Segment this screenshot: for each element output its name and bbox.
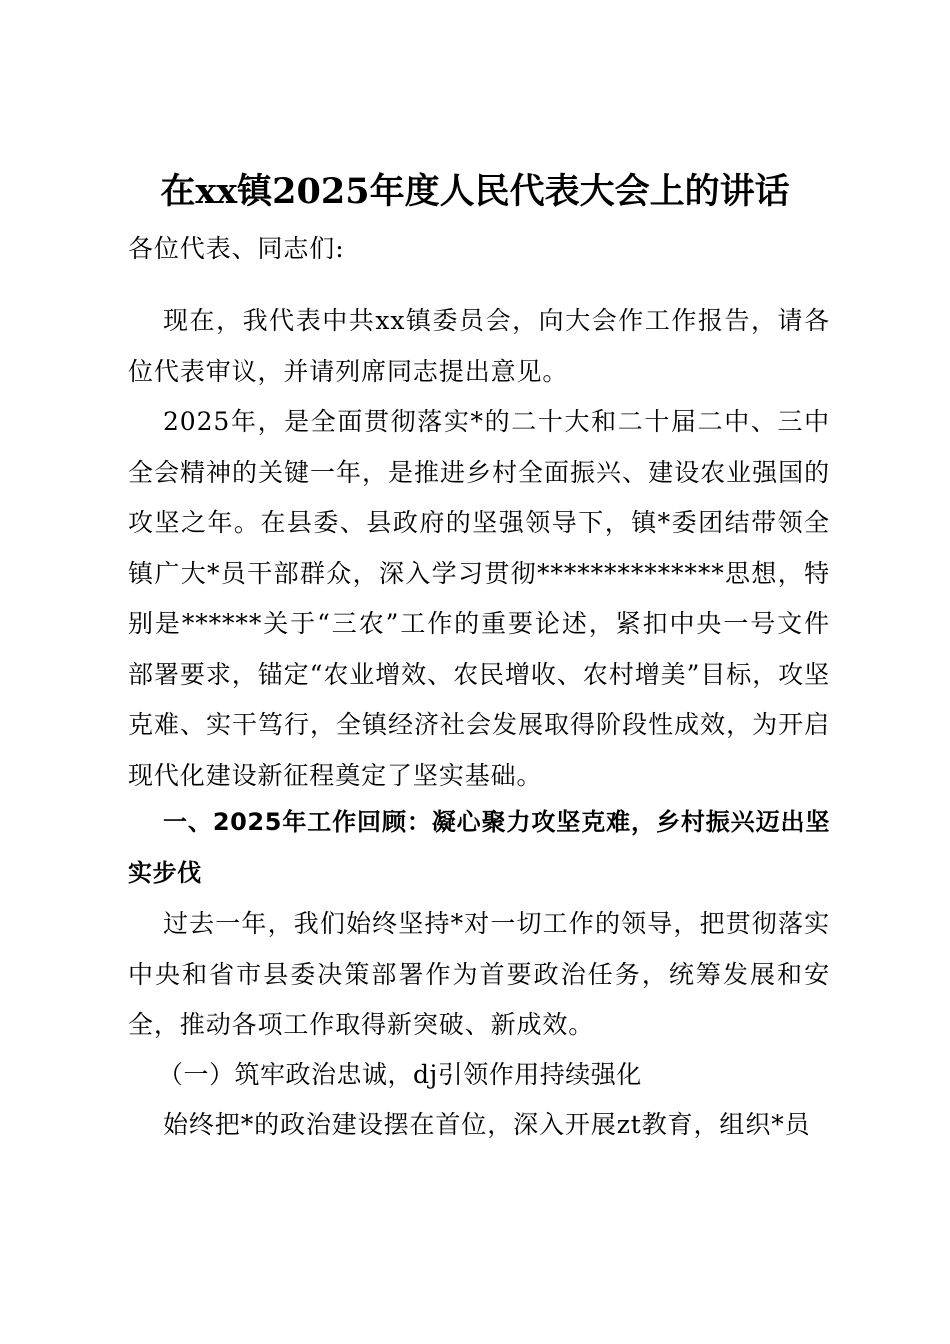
subsection-heading-1: （一）筑牢政治忠诚，dj引领作用持续强化 — [158, 1060, 642, 1089]
section-heading-1: 一、2025年工作回顾：凝心聚力攻坚克难，乡村振兴迈出坚实步伐 — [128, 808, 830, 887]
paragraph-opening: 现在，我代表中共xx镇委员会，向大会作工作报告，请各位代表审议，并请列席同志提出意见。 — [128, 306, 830, 386]
greeting: 各位代表、同志们: — [128, 234, 345, 263]
paragraph-political-building: 始终把*的政治建设摆在首位，深入开展zt教育，组织*员 — [163, 1110, 811, 1139]
document-title: 在xx镇2025年度人民代表大会上的讲话 — [160, 171, 790, 212]
paragraph-review-intro: 过去一年，我们始终坚持*对一切工作的领导，把贯彻落实中央和省市县委决策部署作为首要政治任务，统筹发展和安全，推动各项工作取得新突破、新成效。 — [128, 909, 830, 1039]
paragraph-year-overview: 2025年，是全面贯彻落实*的二十大和二十届二中、三中全会精神的关键一年，是推进乡村全面振兴、建设农业强国的攻坚之年。在县委、县政府的坚强领导下，镇*委团结带领全镇广大*员干部群众，深入学习贯彻**************思想，特别是******关于“三农”工作的重要论述，紧扣中央一号文件部署要求，锚定“农业增效、农民增收、农村增美”目标，攻坚克难、实干笃行，全镇经济社会发展取得阶段性成效，为开启现代化建设新征程奠定了坚实基础。 — [128, 407, 830, 790]
